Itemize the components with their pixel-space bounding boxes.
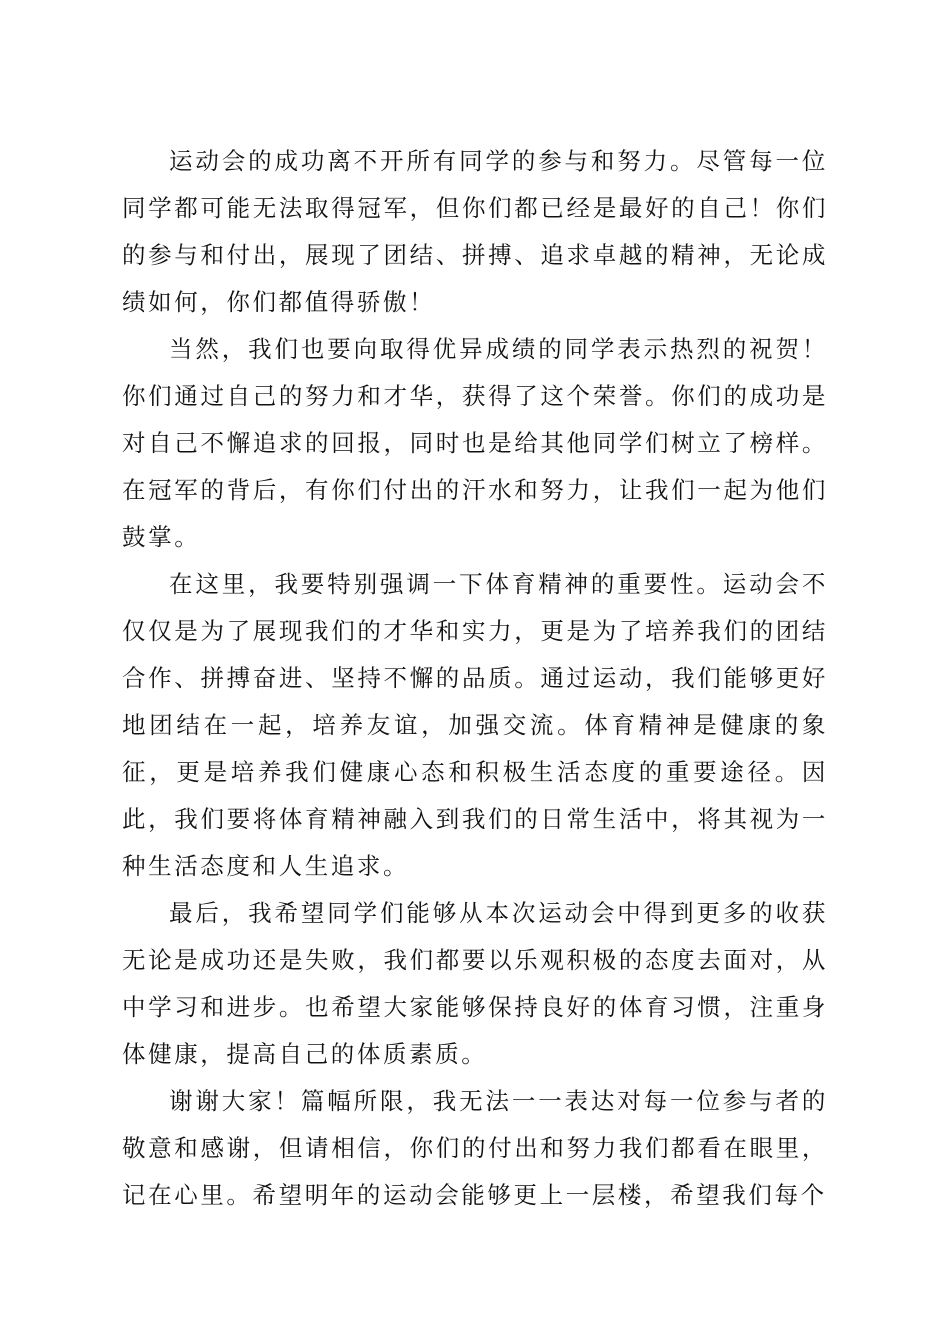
paragraph-thanks: 谢谢大家！篇幅所限，我无法一一表达对每一位参与者的敬意和感谢，但请相信，你们的付出和努力我们都看在眼里，记在心里。希望明年的运动会能够更上一层楼，希望我们每个 [122,1087,828,1209]
paragraph-participation: 运动会的成功离不开所有同学的参与和努力。尽管每一位同学都可能无法取得冠军，但你们都已经是最好的自己！你们的参与和付出，展现了团结、拼搏、追求卓越的精神，无论成绩如何，你们都值得骄傲！ [122,147,828,316]
paragraph-hopes: 最后，我希望同学们能够从本次运动会中得到更多的收获无论是成功还是失败，我们都要以乐观积极的态度去面对，从中学习和进步。也希望大家能够保持良好的体育习惯，注重身体健康，提高自己的体质素质。 [122,899,828,1068]
paragraph-sports-spirit: 在这里，我要特别强调一下体育精神的重要性。运动会不仅仅是为了展现我们的才华和实力，更是为了培养我们的团结合作、拼搏奋进、坚持不懈的品质。通过运动，我们能够更好地团结在一起，培养友谊，加强交流。体育精神是健康的象征，更是培养我们健康心态和积极生活态度的重要途径。因此，我们要将体育精神融入到我们的日常生活中，将其视为一种生活态度和人生追求。 [122,570,828,880]
document-body [122,138,828,1219]
paragraph-congratulations: 当然，我们也要向取得优异成绩的同学表示热烈的祝贺！你们通过自己的努力和才华，获得了这个荣誉。你们的成功是对自己不懈追求的回报，同时也是给其他同学们树立了榜样。在冠军的背后，有你们付出的汗水和努力，让我们一起为他们鼓掌。 [122,335,828,551]
